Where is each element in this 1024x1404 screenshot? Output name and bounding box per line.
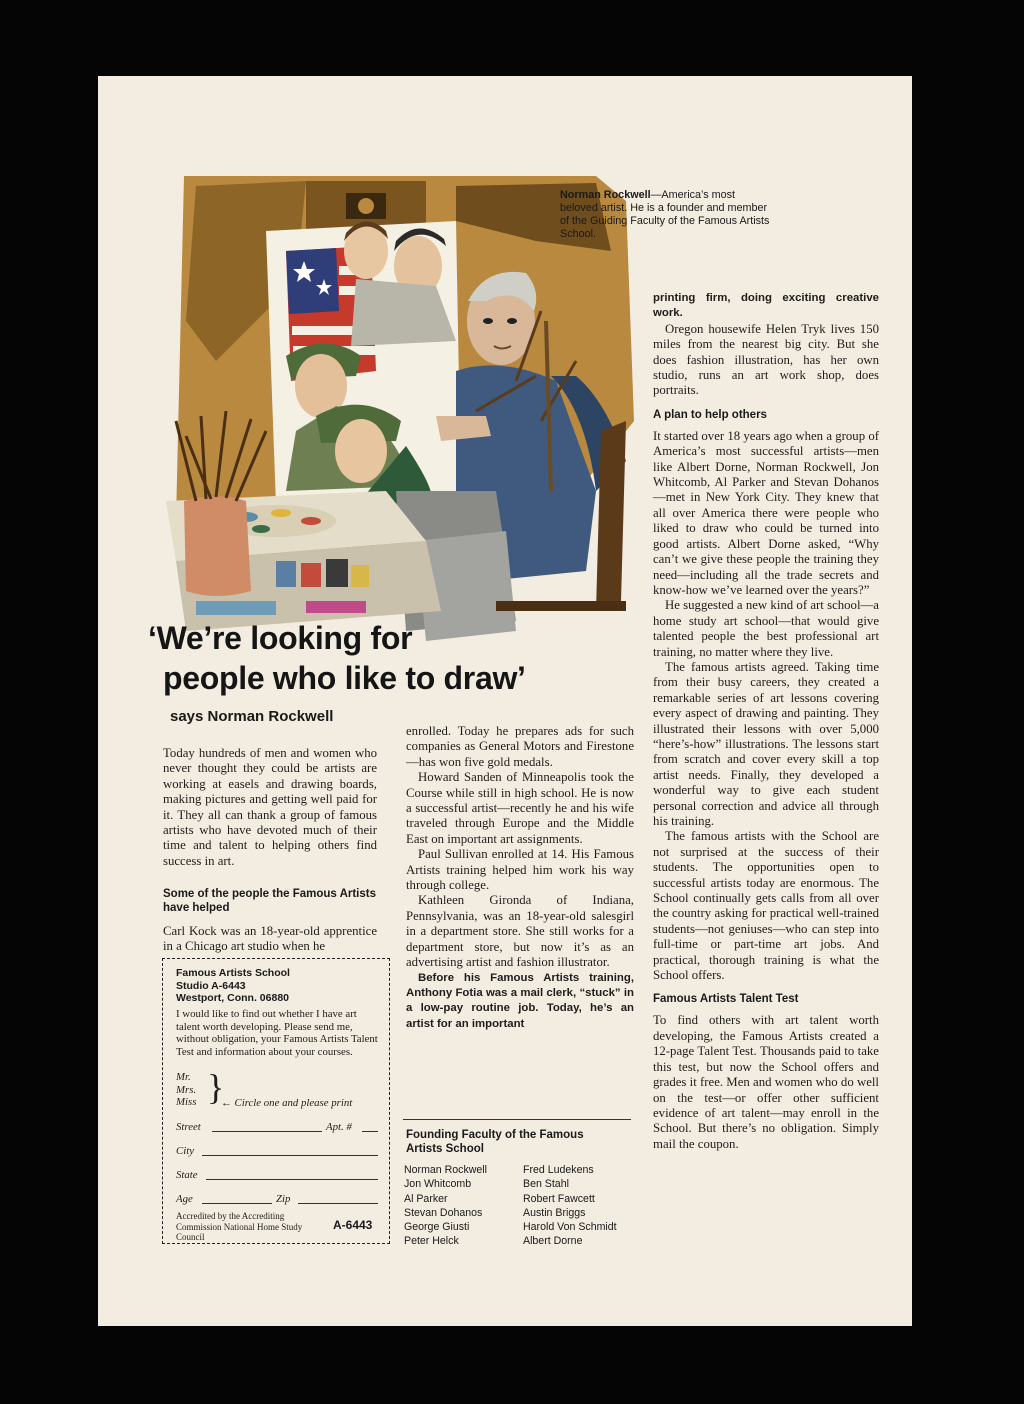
illustration-caption <box>560 189 770 241</box>
headline <box>148 618 588 698</box>
faculty-name: Robert Fawcett <box>523 1192 595 1205</box>
faculty-name: Ben Stahl <box>523 1178 569 1191</box>
column-2-para-1: enrolled. Today he prepares ads for such companies as General Motors and Firestone—has won five gold medals. <box>406 724 634 769</box>
column-1 <box>163 746 377 869</box>
magazine-back-cover-page <box>98 76 912 1326</box>
title-mrs[interactable]: Mrs. <box>176 1083 197 1096</box>
mail-coupon[interactable] <box>162 958 390 1244</box>
column-3-para-5: The famous artists agreed. Taking time from their busy careers, they created a remarkable series of art lessons covering every aspect of drawing and painting. They illustrated their lessons with over 5,000 “here’s-how” illustrations. The lessons start from scratch and cover every skill a top artist needs. Finally, they developed a wonderful way to give each student personal correction and advice all through his training. <box>653 659 879 828</box>
column-2-para-2: Howard Sanden of Minneapolis took the Course while still in high school. He is now a successful artist—recently he and his wife traveled through Europe and the Middle East on important art assignments. <box>406 770 634 846</box>
intro-paragraph: Today hundreds of men and women who never thought they could be artists are working at easels and drawing boards, making pictures and getting well paid for it. They all can thank a group of famous artists who have devoted much of their time and talent to helping others find success in art. <box>163 746 377 868</box>
zip-label: Zip <box>276 1193 291 1205</box>
faculty-divider <box>403 1119 631 1120</box>
caption-name: Norman Rockwell <box>560 189 651 201</box>
column-2-para-4: Kathleen Gironda of Indiana, Pennsylvania, was an 18-year-old salesgirl in a department store. She still works for a department store, but now it’s as an advertising artist and fashion illustrator. <box>406 893 634 970</box>
faculty-name: Norman Rockwell <box>404 1164 488 1176</box>
city-label: City <box>176 1145 194 1157</box>
headline-line-1: ‘We’re looking for <box>148 620 413 656</box>
column-3-para-7: To find others with art talent worth developing, the Famous Artists created a 12-page Talent Test. Thousands paid to take this test, but now the School offers and grades it free. Men and women who do well on the test—or offer other sufficient evidence of art talent—may enroll in the School. But there’s no obligation. Simply mail the coupon. <box>653 1013 879 1151</box>
column-3-para-6: The famous artists with the School are not surprised at the success of their students. The opportunities open to successful artists today are enormous. The School continually gets calls from all over the country asking for practical well-trained students—not geniuses—who can step into full-time or part-time art jobs. And practical, thorough training is what the School offers. <box>653 829 879 983</box>
age-label: Age <box>176 1193 193 1205</box>
title-miss[interactable]: Miss <box>176 1096 197 1109</box>
column-2 <box>406 724 634 1032</box>
column-2-para-5: Before his Famous Artists training, Anthony Fotia was a mail clerk, “stuck” in a low-pay routine job. Today, he’s an artist for an important <box>406 971 634 1030</box>
faculty-name: Harold Von Schmidt <box>523 1221 617 1234</box>
faculty-name: Fred Ludekens <box>523 1164 594 1176</box>
faculty-name: George Giusti <box>404 1221 470 1234</box>
coupon-address <box>176 967 290 1005</box>
street-label: Street <box>176 1121 201 1133</box>
faculty-list-left <box>404 1163 487 1249</box>
column-3-para-4: He suggested a new kind of art school—a home study art school—that would give talented people the best professional art training, no matter where they live. <box>653 598 879 659</box>
carl-kock-paragraph: Carl Kock was an 18-year-old apprentice in a Chicago art studio when he <box>163 924 377 954</box>
coupon-title-options[interactable] <box>176 1071 196 1109</box>
city-field[interactable] <box>176 1145 378 1159</box>
subhead-plan: A plan to help others <box>653 408 767 421</box>
faculty-title: Founding Faculty of the Famous Artists School <box>406 1129 584 1155</box>
circle-note: ← Circle one and please print <box>221 1097 353 1109</box>
apt-line[interactable] <box>362 1131 378 1132</box>
title-mr[interactable]: Mr. <box>176 1071 191 1083</box>
faculty-list-right <box>523 1163 617 1249</box>
brace-icon: } <box>207 1067 225 1107</box>
city-line[interactable] <box>202 1155 378 1156</box>
column-3-para-2: Oregon housewife Helen Tryk lives 150 miles from the nearest big city. But she does fashion illustration, has her own studio, runs an art work shop, does portraits. <box>653 321 879 398</box>
faculty-name: Austin Briggs <box>523 1206 586 1219</box>
state-field[interactable] <box>176 1169 378 1183</box>
apt-label: Apt. # <box>326 1121 352 1133</box>
coupon-address-line-3: Westport, Conn. 06880 <box>176 992 289 1005</box>
subhead-talent-test: Famous Artists Talent Test <box>653 993 799 1006</box>
street-field[interactable] <box>176 1121 378 1135</box>
zip-line[interactable] <box>298 1203 378 1204</box>
column-3-para-1: printing firm, doing exciting creative work. <box>653 292 879 320</box>
faculty-name: Stevan Dohanos <box>404 1206 483 1219</box>
faculty-name: Albert Dorne <box>523 1235 583 1248</box>
state-label: State <box>176 1169 198 1181</box>
column-2-para-3: Paul Sullivan enrolled at 14. His Famous Artists training helped him work his way through college. <box>406 847 634 893</box>
column-3 <box>653 291 879 1152</box>
byline: says Norman Rockwell <box>170 708 334 725</box>
coupon-address-line-2: Studio A-6443 <box>176 979 246 992</box>
coupon-address-line-1: Famous Artists School <box>176 967 290 979</box>
state-line[interactable] <box>206 1179 378 1180</box>
faculty-name: Peter Helck <box>404 1235 459 1248</box>
street-line[interactable] <box>212 1131 322 1132</box>
faculty-name: Al Parker <box>404 1192 448 1205</box>
column-3-para-3: It started over 18 years ago when a group of America’s most successful artists—men like Albert Dorne, Norman Rockwell, Jon Whitcomb, Al Parker and Stevan Dohanos—met in New York City. They knew that all over America there were people who liked to draw who could be turned into good artists. Albert Dorne asked, “Why can’t we give these people the training they need—including all the trade secrets and know-how we’ve learned over the years?” <box>653 428 879 597</box>
subhead-people-helped: Some of the people the Famous Artists have helped <box>163 888 376 914</box>
age-line[interactable] <box>202 1203 272 1204</box>
faculty-name: Jon Whitcomb <box>404 1178 472 1191</box>
coupon-body-text: I would like to find out whether I have art talent worth developing. Please send me, without obligation, your Famous Artists Talent Test and information about your courses. <box>176 1008 378 1058</box>
coupon-code: A-6443 <box>333 1218 373 1232</box>
caption-text: —America’s most beloved artist. He is a founder and member of the Guiding Faculty of the Famous Artists School. <box>560 189 770 240</box>
age-zip-field[interactable] <box>176 1193 378 1207</box>
accreditation-note: Accredited by the Accrediting Commission National Home Study Council <box>176 1211 303 1242</box>
headline-line-2: people who like to draw’ <box>163 660 526 696</box>
